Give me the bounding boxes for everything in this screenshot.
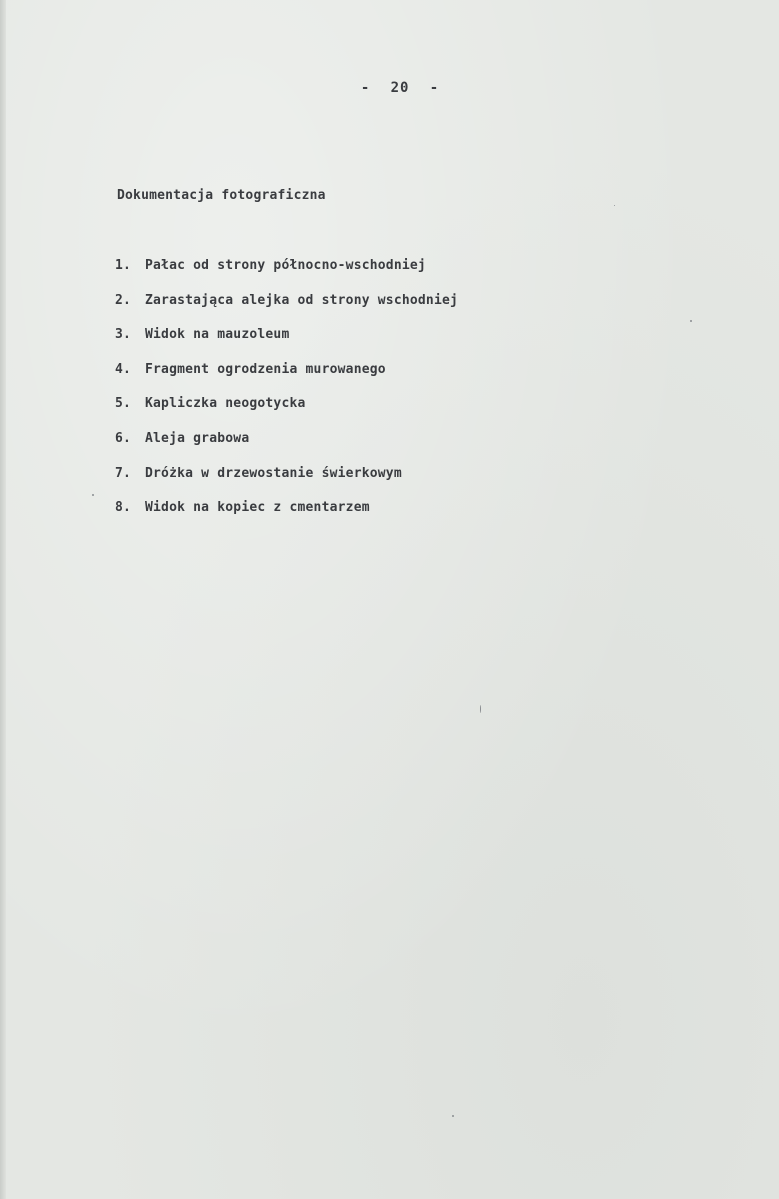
list-item (115, 362, 458, 397)
list-item-text: Aleja grabowa (145, 430, 250, 446)
paper-speck (614, 205, 615, 206)
list-item-text: Zarastająca alejka od strony wschodniej (145, 292, 459, 308)
list-item-text: Fragment ogrodzenia murowanego (145, 361, 386, 377)
list-item-text: Dróżka w drzewostanie świerkowym (145, 465, 402, 481)
paper-speck (480, 705, 481, 713)
section-heading: Dokumentacja fotograficzna (117, 188, 326, 203)
list-item (115, 327, 458, 362)
list-item-number: 5. (115, 396, 132, 412)
list-item-text: Widok na kopiec z cmentarzem (145, 500, 370, 516)
page-number-value: 20 (390, 80, 410, 96)
list-item-text: Kapliczka neogotycka (145, 396, 306, 412)
page-number-dash-left: - (360, 80, 371, 96)
list-item-number: 7. (115, 465, 132, 481)
page-number (340, 80, 460, 96)
page-edge (0, 0, 6, 1199)
list-item-number: 8. (115, 500, 132, 516)
list-item (115, 396, 458, 431)
paper-speck (92, 494, 94, 496)
list-item-number: 1. (115, 258, 132, 273)
list-item-number: 3. (115, 327, 132, 343)
paper-speck (452, 1115, 454, 1117)
page-number-dash-right: - (429, 80, 440, 96)
list-item-number: 4. (115, 361, 132, 377)
list-item-number: 6. (115, 430, 132, 446)
list-item (115, 466, 458, 501)
list-item (115, 431, 458, 466)
list-item (115, 500, 458, 535)
list-item-text: Pałac od strony północno-wschodniej (145, 258, 426, 273)
list-item-text: Widok na mauzoleum (145, 327, 290, 343)
list-item (115, 293, 458, 328)
list-item-number: 2. (115, 292, 132, 308)
list-item (115, 258, 458, 293)
photo-list (115, 258, 458, 535)
paper-speck (690, 320, 692, 322)
